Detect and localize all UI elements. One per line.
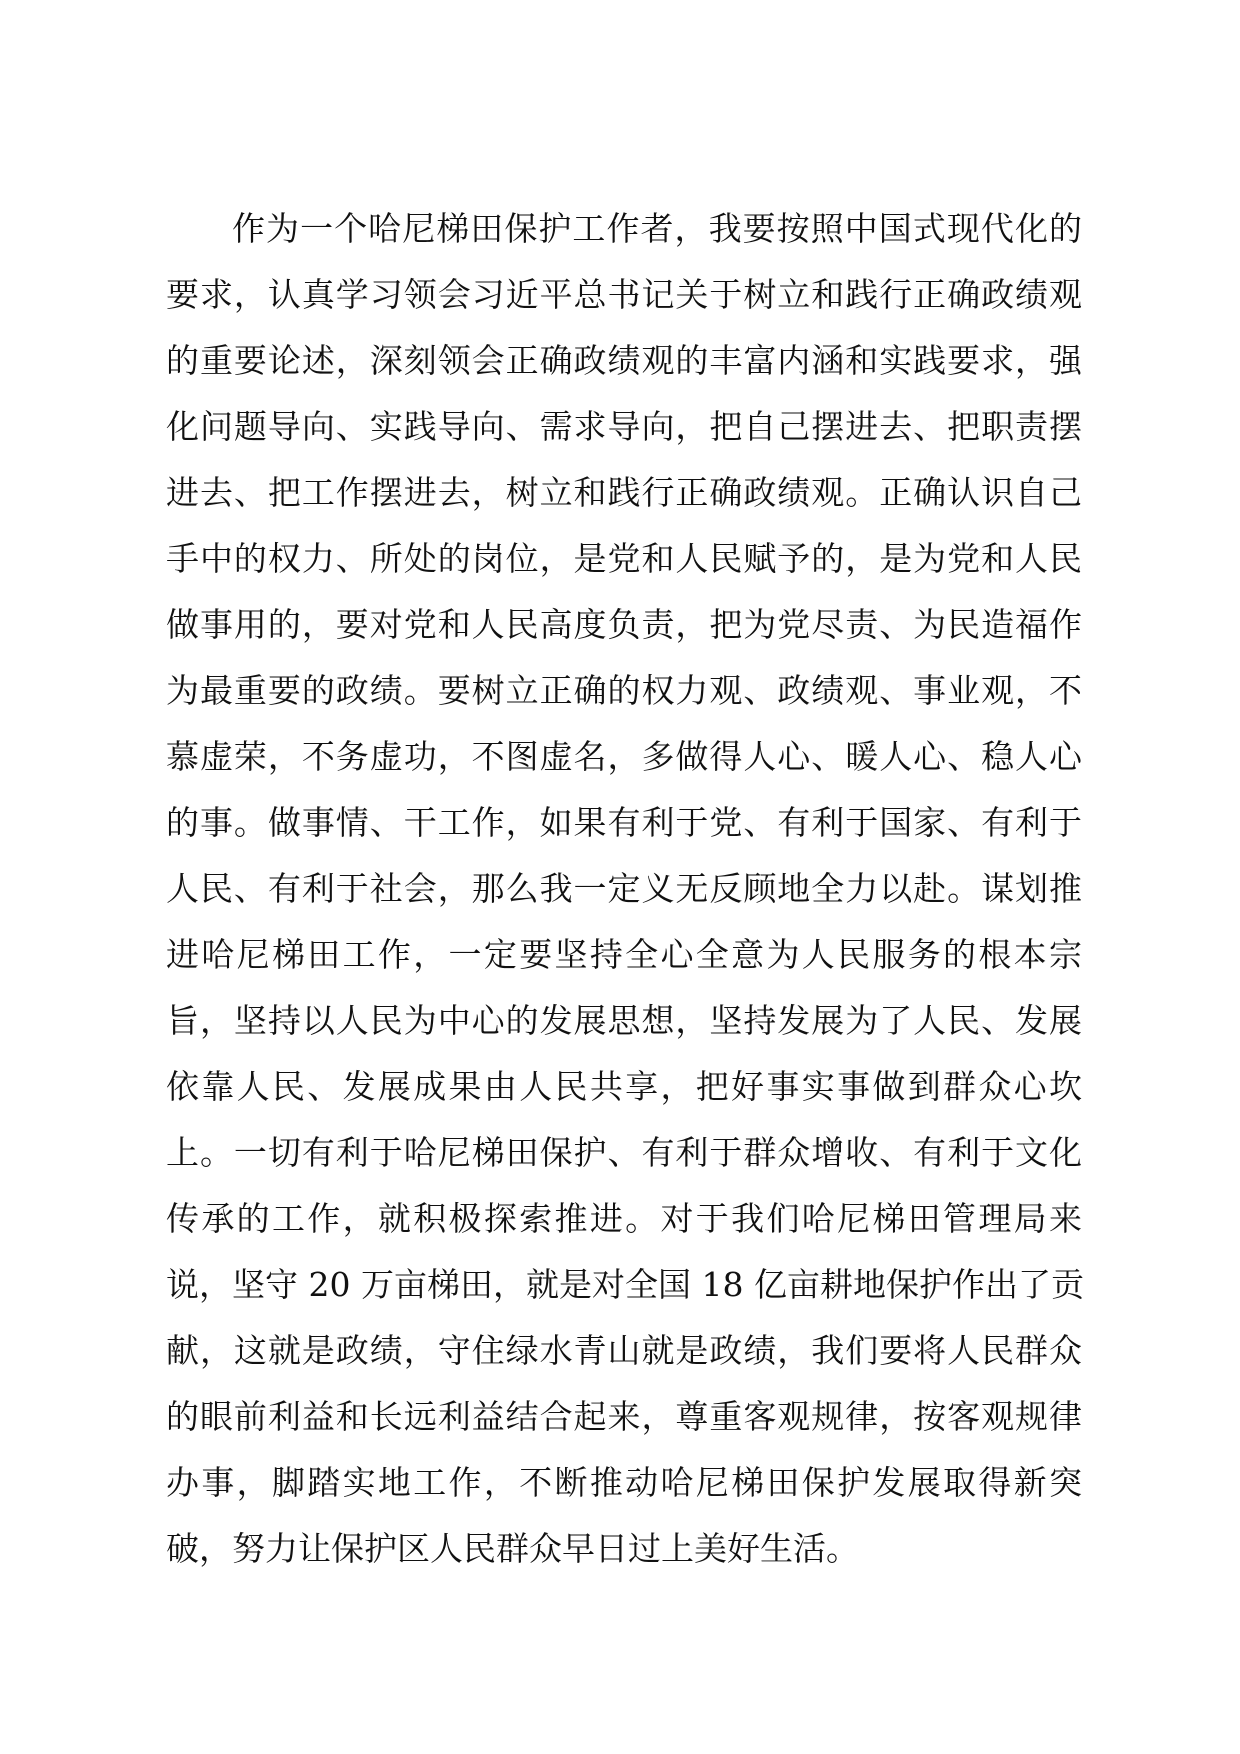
paragraph-line: 为最重要的政绩。要树立正确的权力观、政绩观、事业观，不 bbox=[166, 671, 1082, 710]
body-paragraph bbox=[166, 196, 1082, 1582]
paragraph-line: 进哈尼梯田工作，一定要坚持全心全意为人民服务的根本宗 bbox=[166, 935, 1082, 974]
paragraph-line: 破，努力让保护区人民群众早日过上美好生活。 bbox=[166, 1529, 859, 1568]
paragraph-line: 依靠人民、发展成果由人民共享，把好事实事做到群众心坎 bbox=[166, 1067, 1082, 1106]
paragraph-line: 作为一个哈尼梯田保护工作者，我要按照中国式现代化的 bbox=[232, 209, 1082, 248]
paragraph-line: 进去、把工作摆进去，树立和践行正确政绩观。正确认识自己 bbox=[166, 473, 1082, 512]
paragraph-line: 的重要论述，深刻领会正确政绩观的丰富内涵和实践要求，强 bbox=[166, 341, 1082, 380]
paragraph-line: 办事，脚踏实地工作，不断推动哈尼梯田保护发展取得新突 bbox=[166, 1463, 1082, 1502]
paragraph-line: 的眼前利益和长远利益结合起来，尊重客观规律，按客观规律 bbox=[166, 1397, 1082, 1436]
paragraph-line: 旨，坚持以人民为中心的发展思想，坚持发展为了人民、发展 bbox=[166, 1001, 1082, 1040]
paragraph-line: 慕虚荣，不务虚功，不图虚名，多做得人心、暖人心、稳人心 bbox=[166, 737, 1082, 776]
paragraph-line: 化问题导向、实践导向、需求导向，把自己摆进去、把职责摆 bbox=[166, 407, 1082, 446]
paragraph-line: 的事。做事情、干工作，如果有利于党、有利于国家、有利于 bbox=[166, 803, 1082, 842]
paragraph-line: 手中的权力、所处的岗位，是党和人民赋予的，是为党和人民 bbox=[166, 539, 1082, 578]
paragraph-line: 要求，认真学习领会习近平总书记关于树立和践行正确政绩观 bbox=[166, 275, 1082, 314]
paragraph-line: 说，坚守 20 万亩梯田，就是对全国 18 亿亩耕地保护作出了贡 bbox=[166, 1265, 1084, 1304]
paragraph-line: 上。一切有利于哈尼梯田保护、有利于群众增收、有利于文化 bbox=[166, 1133, 1082, 1172]
paragraph-line: 做事用的，要对党和人民高度负责，把为党尽责、为民造福作 bbox=[166, 605, 1082, 644]
paragraph-line: 献，这就是政绩，守住绿水青山就是政绩，我们要将人民群众 bbox=[166, 1331, 1082, 1370]
paragraph-line: 人民、有利于社会，那么我一定义无反顾地全力以赴。谋划推 bbox=[166, 869, 1082, 908]
paragraph-line: 传承的工作，就积极探索推进。对于我们哈尼梯田管理局来 bbox=[166, 1199, 1082, 1238]
